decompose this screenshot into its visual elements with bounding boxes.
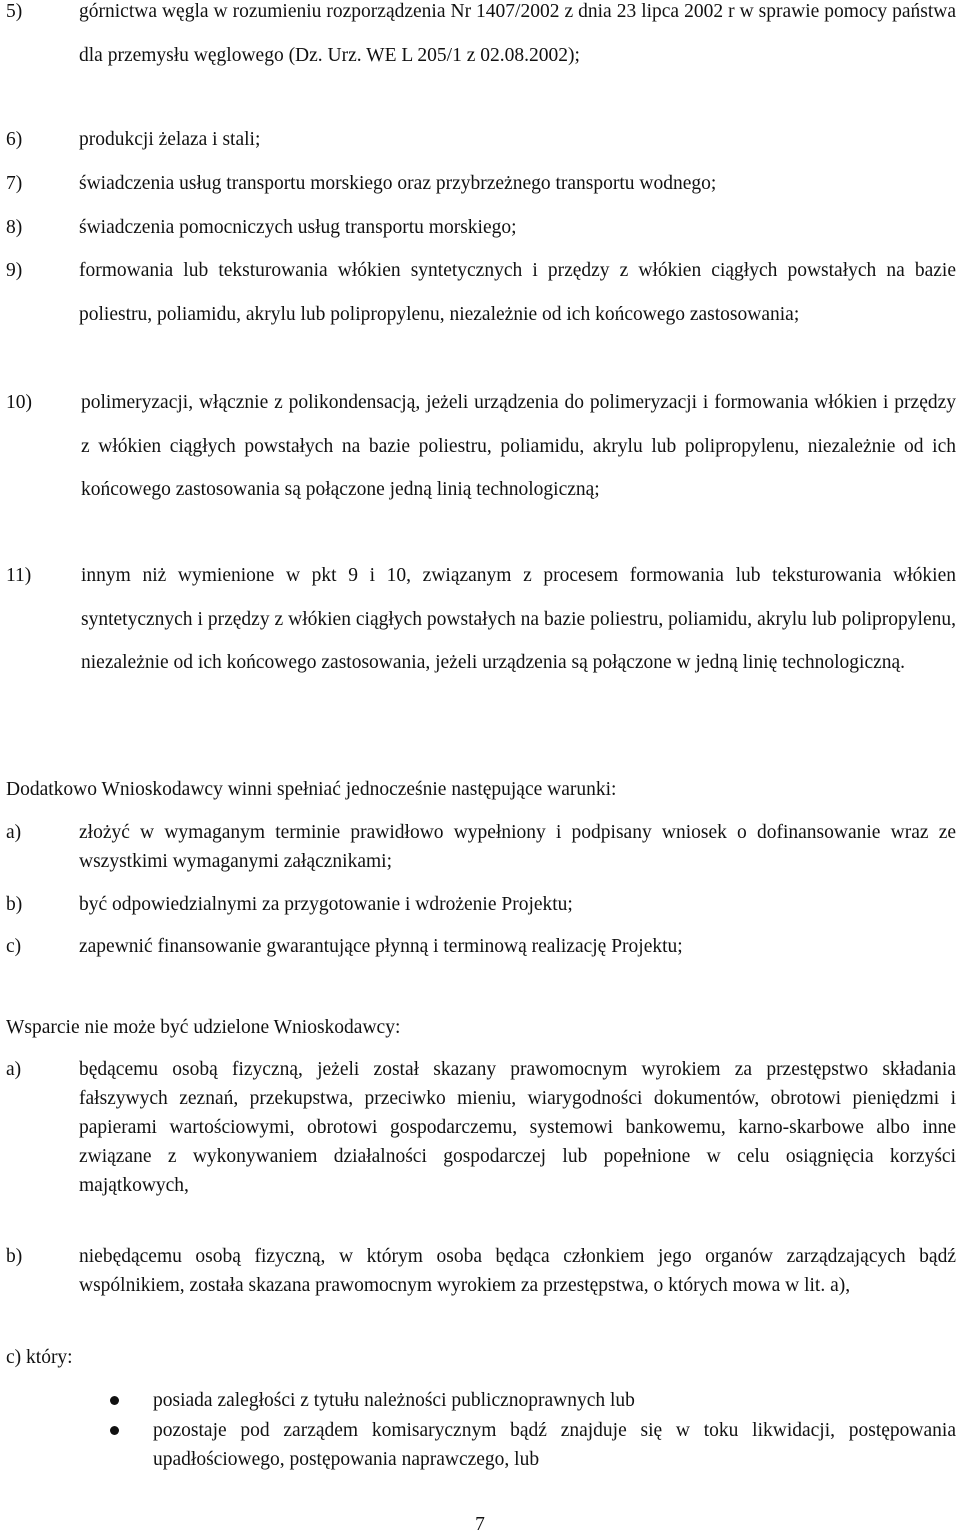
list-item <box>6 0 956 77</box>
item-text: formowania lub teksturowania włókien syntetycznych i przędzy z włókien ciągłych powstałych na bazie poliestru, poliamidu, akrylu lub polipropylenu, niezależnie od ich końcowego zastosowania; <box>79 260 956 325</box>
item-number: 7) <box>6 173 23 194</box>
item-text: świadczenia usług transportu morskiego oraz przybrzeżnego transportu wodnego; <box>79 173 717 194</box>
page-number: 7 <box>475 1514 485 1535</box>
list-item <box>6 381 956 512</box>
item-letter: a) <box>6 822 22 843</box>
list-item <box>6 118 956 162</box>
bullet-item <box>110 1386 956 1415</box>
list-item <box>6 206 956 250</box>
list-item <box>6 554 956 685</box>
list-item <box>6 162 956 206</box>
item-number: 10) <box>6 392 32 413</box>
item-number: 11) <box>6 565 32 586</box>
item-number: 5) <box>6 1 23 22</box>
item-text: górnictwa węgla w rozumieniu rozporządzenia Nr 1407/2002 z dnia 23 lipca 2002 r w sprawie pomocy państwa dla przemysłu węglowego (Dz. Urz. WE L 205/1 z 02.08.2002); <box>79 1 956 66</box>
item-text: zapewnić finansowanie gwarantujące płynną i terminową realizację Projektu; <box>79 936 683 957</box>
item-c-label: c) który: <box>6 1347 73 1368</box>
item-text: niebędącemu osobą fizyczną, w którym osoba będąca członkiem jego organów zarządzających bądź wspólnikiem, została skazana prawomocnym wyrokiem za przestępstwa, o których mowa w lit. a), <box>79 1246 956 1296</box>
item-text: być odpowiedzialnymi za przygotowanie i wdrożenie Projektu; <box>79 894 573 915</box>
list-item <box>6 249 956 336</box>
item-text: polimeryzacji, włącznie z polikondensacją, jeżeli urządzenia do polimeryzacji i formowania włókien i przędzy z włókien ciągłych powstałych na bazie poliestru, poliamidu, akrylu lub polipropylenu, niezależnie od ich końcowego zastosowania są połączone jedną linią technologiczną; <box>81 392 956 500</box>
item-text: złożyć w wymaganym terminie prawidłowo wypełniony i podpisany wniosek o dofinansowanie wraz ze wszystkimi wymaganymi załącznikami; <box>79 822 956 872</box>
item-letter: c) <box>6 936 22 957</box>
item-number: 6) <box>6 129 23 150</box>
list-item <box>6 932 956 961</box>
list-item <box>6 1055 956 1200</box>
list-item <box>6 890 956 919</box>
item-text: produkcji żelaza i stali; <box>79 129 261 150</box>
list-item <box>6 1242 956 1300</box>
bullet-text: posiada zaległości z tytułu należności publicznoprawnych lub <box>153 1390 635 1411</box>
item-text: świadczenia pomocniczych usług transportu morskiego; <box>79 217 517 238</box>
item-letter: b) <box>6 894 23 915</box>
item-text: będącemu osobą fizyczną, jeżeli został skazany prawomocnym wyrokiem za przestępstwo składania fałszywych zeznań, przekupstwa, przeciwko mieniu, wiarygodności dokumentów, obrotowi pieniędzmi i papierami wartościowymi, obrotowi gospodarczemu, systemowi bankowemu, karno-skarbowe albo inne związane z wykonywaniem działalności gospodarczej lub popełnione w celu osiągnięcia korzyści majątkowych, <box>79 1059 956 1196</box>
bullet-text: pozostaje pod zarządem komisarycznym bądź znajduje się w toku likwidacji, postępowania upadłościowego, postępowania naprawczego, lub <box>153 1420 956 1470</box>
item-letter: b) <box>6 1246 23 1267</box>
bullet-item <box>110 1416 956 1474</box>
bullet-icon <box>110 1396 119 1405</box>
conditions-intro: Dodatkowo Wnioskodawcy winni spełniać jednocześnie następujące warunki: <box>6 779 617 800</box>
item-text: innym niż wymienione w pkt 9 i 10, związanym z procesem formowania lub teksturowania włókien syntetycznych i przędzy z włókien ciągłych powstałych na bazie poliestru, poliamidu, akrylu lub polipropylenu, niezależnie od ich końcowego zastosowania, jeżeli urządzenia są połączone w jedną linię technologiczną. <box>81 565 956 673</box>
list-item <box>6 818 956 876</box>
item-number: 8) <box>6 217 23 238</box>
item-number: 9) <box>6 260 23 281</box>
bullet-icon <box>110 1426 119 1435</box>
exclusions-intro: Wsparcie nie może być udzielone Wnioskodawcy: <box>6 1017 401 1038</box>
item-letter: a) <box>6 1059 22 1080</box>
